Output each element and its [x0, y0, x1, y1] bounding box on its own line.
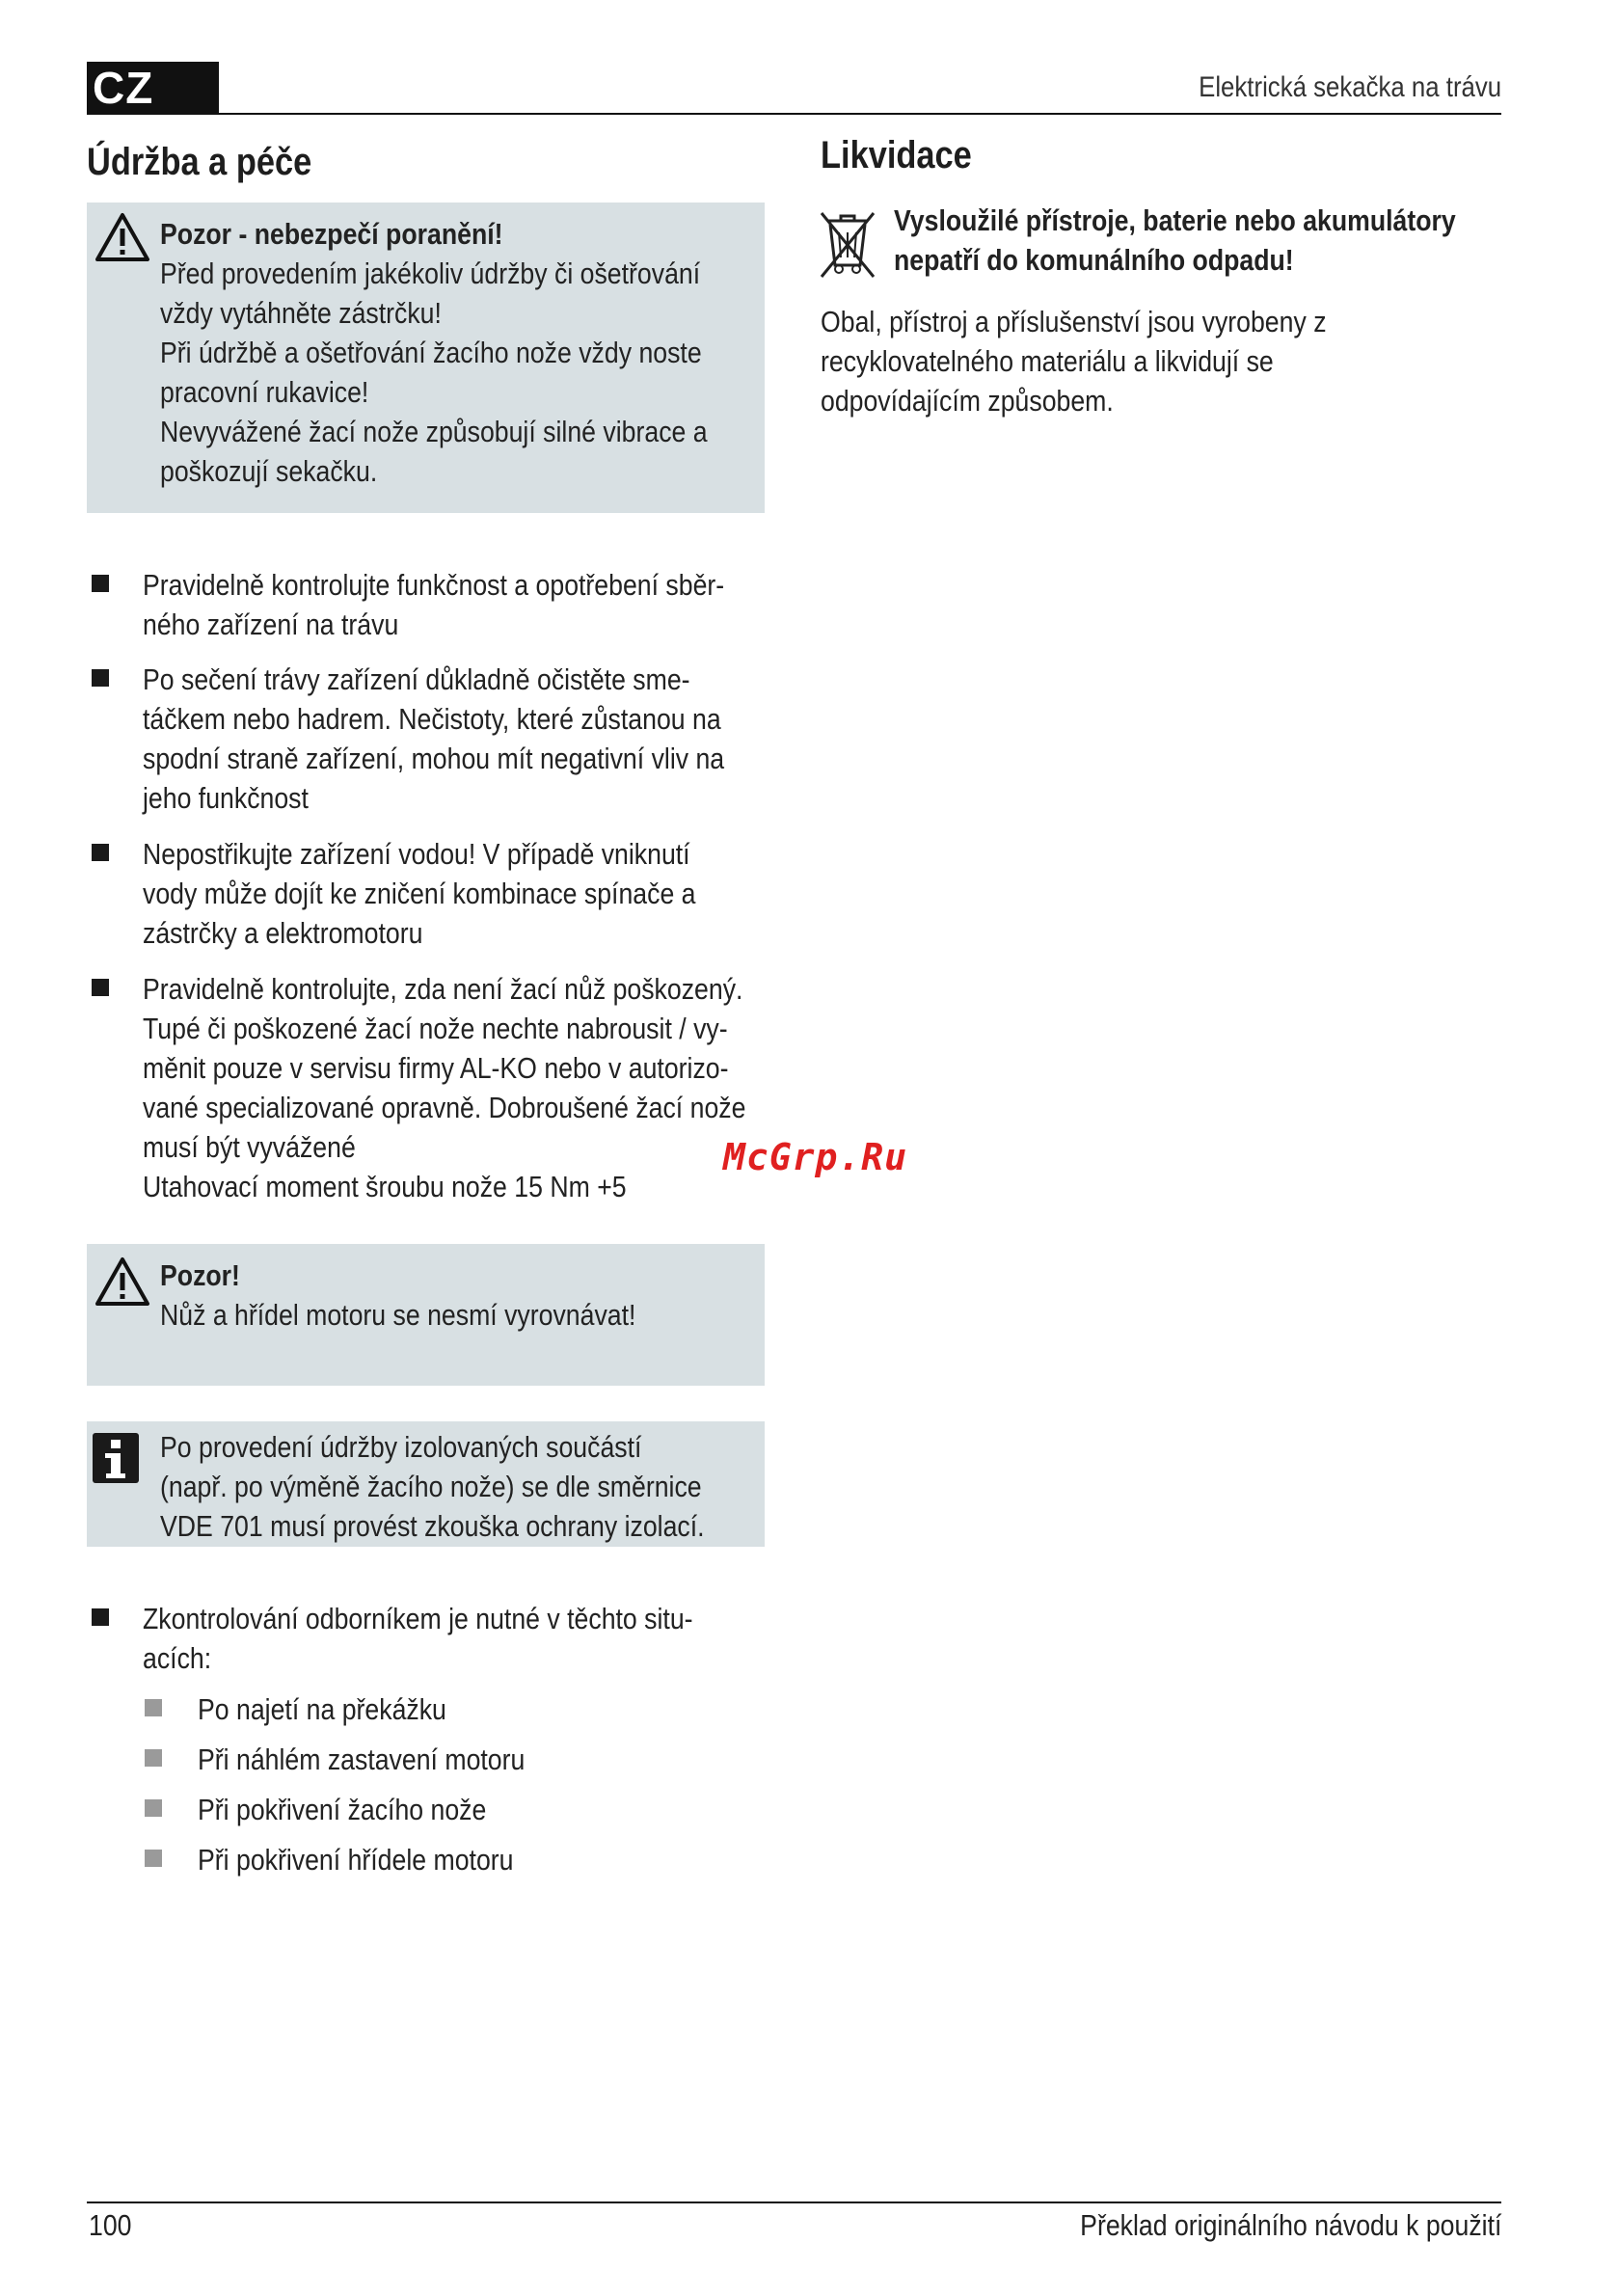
bullet-line: vody může dojít ke zničení kombinace spínače a: [143, 877, 696, 910]
watermark: McGrp.Ru: [723, 1136, 908, 1178]
warning-text: [160, 214, 708, 491]
disposal-warning-line: Vysloužilé přístroje, baterie nebo akumulátory: [894, 203, 1456, 237]
bullet-item: [143, 969, 745, 1206]
warning-title: Pozor - nebezpečí poranění!: [160, 217, 503, 251]
bullet-line: vané specializované opravně. Dobroušené žací nože: [143, 1091, 746, 1124]
bullet-line: Pravidelně kontrolujte, zda není žací nůž poškozený.: [143, 972, 743, 1006]
bullet-item: [143, 565, 724, 644]
bullet-line: musí být vyvážené: [143, 1130, 356, 1164]
bullet-marker: [92, 844, 109, 861]
bullet-line: Tupé či poškozené žací nože nechte nabrousit / vy-: [143, 1012, 728, 1045]
disposal-warning: [894, 201, 1456, 280]
info-icon: [93, 1433, 139, 1483]
warning-triangle-icon: [94, 1256, 150, 1307]
warning-line: Před provedením jakékoliv údržby či ošetřování: [160, 257, 701, 290]
bullet-line: ného zařízení na trávu: [143, 608, 399, 641]
info-line: (např. po výměně žacího nože) se dle směrnice: [160, 1470, 702, 1503]
disposal-line: Obal, přístroj a příslušenství jsou vyrobeny z: [821, 305, 1327, 338]
bullet-line: spodní straně zařízení, mohou mít negativní vliv na: [143, 742, 725, 775]
warning-box-shaft: [87, 1244, 765, 1386]
warning-box-injury: [87, 203, 765, 513]
bullet-line: acích:: [143, 1641, 212, 1675]
disposal-text: [821, 302, 1327, 420]
disposal-line: odpovídajícím způsobem.: [821, 384, 1114, 418]
disposal-warning-line: nepatří do komunálního odpadu!: [894, 243, 1294, 277]
bullet-line: jeho funkčnost: [143, 781, 309, 815]
info-line: Po provedení údržby izolovaných součástí: [160, 1430, 642, 1464]
bullet-line: táčkem nebo hadrem. Nečistoty, které zůstanou na: [143, 702, 721, 736]
disposal-line: recyklovatelného materiálu a likvidují se: [821, 344, 1274, 378]
warning-line: poškozují sekačku.: [160, 454, 378, 488]
bullet-line: Pravidelně kontrolujte funkčnost a opotřebení sběr-: [143, 568, 725, 602]
language-badge: CZ: [87, 62, 219, 115]
sub-list-item: Při náhlém zastavení motoru: [198, 1742, 526, 1776]
warning-title: Pozor!: [160, 1258, 240, 1292]
sub-bullet-marker: [145, 1699, 162, 1716]
bullet-marker: [92, 979, 109, 996]
footer-rule: [87, 2201, 1501, 2203]
warning-line: pracovní rukavice!: [160, 375, 369, 409]
sub-bullet-marker: [145, 1799, 162, 1817]
crossed-bin-icon: [818, 207, 877, 281]
bullet-marker: [92, 575, 109, 592]
bullet-line: zástrčky a elektromotoru: [143, 916, 423, 950]
maintenance-heading: Údržba a péče: [87, 141, 312, 183]
warning-triangle-icon: [94, 212, 150, 262]
warning-text: [160, 1256, 635, 1335]
warning-line: Při údržbě a ošetřování žacího nože vždy noste: [160, 336, 702, 369]
info-text: [160, 1427, 705, 1546]
footer-title: Překlad originálního návodu k použití: [1079, 2208, 1501, 2242]
bullet-item: [143, 1599, 693, 1678]
bullet-line: měnit pouze v servisu firmy AL-KO nebo v autorizo-: [143, 1051, 729, 1085]
bullet-marker: [92, 669, 109, 687]
warning-line: Nůž a hřídel motoru se nesmí vyrovnávat!: [160, 1298, 636, 1332]
header-title: Elektrická sekačka na trávu: [1198, 71, 1501, 103]
info-line: VDE 701 musí provést zkouška ochrany izolací.: [160, 1509, 705, 1543]
warning-line: vždy vytáhněte zástrčku!: [160, 296, 442, 330]
disposal-heading: Likvidace: [821, 134, 972, 176]
bullet-item: [143, 834, 696, 953]
bullet-item: [143, 660, 724, 818]
header-rule: [219, 113, 1501, 115]
sub-list-item: Při pokřivení hřídele motoru: [198, 1843, 514, 1877]
warning-line: Nevyvážené žací nože způsobují silné vibrace a: [160, 415, 708, 448]
bullet-line: Po sečení trávy zařízení důkladně očistěte sme-: [143, 662, 690, 696]
sub-bullet-marker: [145, 1850, 162, 1867]
info-box: [87, 1421, 765, 1547]
sub-list-item: Po najetí na překážku: [198, 1692, 446, 1726]
page-number: 100: [89, 2208, 132, 2242]
bullet-line: Utahovací moment šroubu nože 15 Nm +5: [143, 1170, 627, 1203]
bullet-line: Zkontrolování odborníkem je nutné v těchto situ-: [143, 1602, 693, 1635]
sub-bullet-marker: [145, 1749, 162, 1767]
bullet-marker: [92, 1608, 109, 1626]
bullet-line: Nepostřikujte zařízení vodou! V případě vniknutí: [143, 837, 690, 871]
sub-list-item: Při pokřivení žacího nože: [198, 1793, 487, 1826]
